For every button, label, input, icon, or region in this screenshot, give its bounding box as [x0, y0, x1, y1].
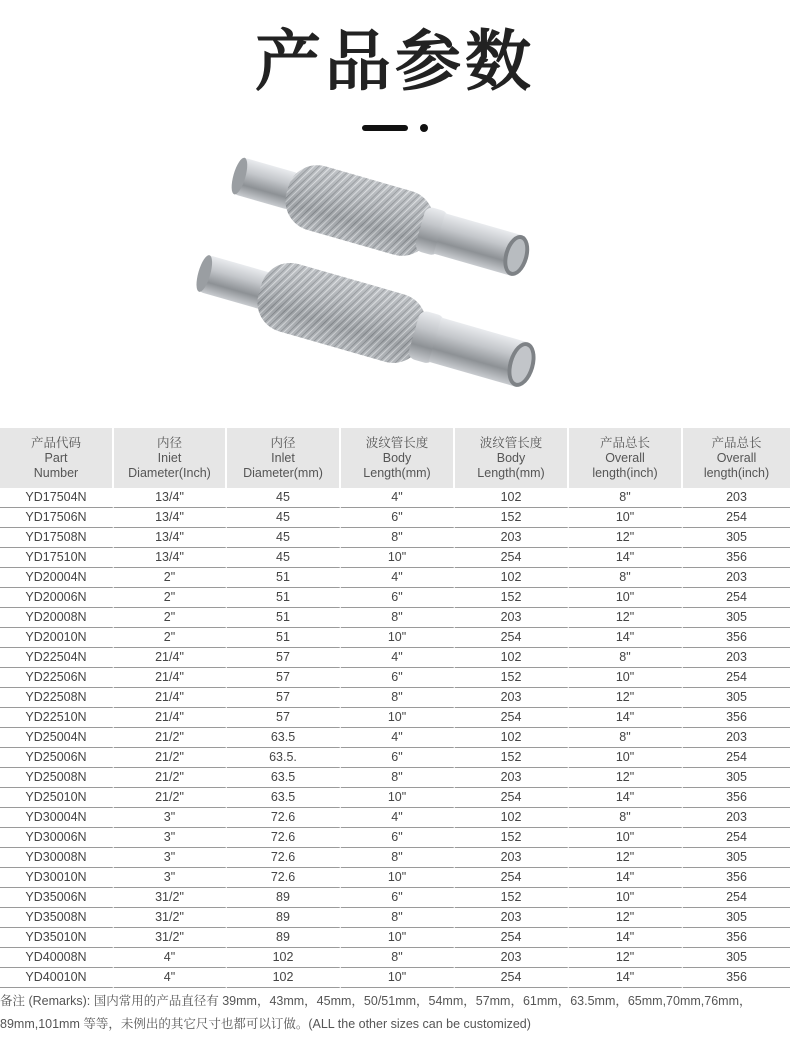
column-header-line: Overall — [605, 450, 645, 465]
table-cell: 8" — [569, 568, 683, 588]
table-row — [0, 548, 790, 568]
column-header — [0, 428, 114, 488]
table-cell: 203 — [455, 608, 569, 628]
table-cell: 10" — [341, 628, 455, 648]
table-cell: 356 — [683, 628, 790, 648]
table-cell: 254 — [455, 868, 569, 888]
table-cell: 10" — [341, 868, 455, 888]
table-cell: 203 — [683, 568, 790, 588]
table-cell: 57 — [227, 668, 341, 688]
table-cell: 2" — [114, 608, 227, 628]
table-cell: 254 — [683, 588, 790, 608]
table-cell: 51 — [227, 568, 341, 588]
table-cell: 45 — [227, 508, 341, 528]
table-cell: 14" — [569, 548, 683, 568]
table-cell: 254 — [455, 928, 569, 948]
table-cell: YD30008N — [0, 848, 114, 868]
table-cell: 203 — [455, 908, 569, 928]
table-cell: YD25006N — [0, 748, 114, 768]
table-cell: 8" — [569, 728, 683, 748]
table-cell: 4" — [341, 568, 455, 588]
table-cell: 152 — [455, 668, 569, 688]
table-cell: 152 — [455, 888, 569, 908]
table-cell: 254 — [455, 708, 569, 728]
table-cell: 10" — [569, 588, 683, 608]
table-body — [0, 488, 790, 988]
spec-table — [0, 428, 790, 988]
table-cell: 10" — [569, 828, 683, 848]
table-cell: 10" — [569, 508, 683, 528]
table-cell: 203 — [455, 848, 569, 868]
table-cell: YD35010N — [0, 928, 114, 948]
table-cell: 72.6 — [227, 848, 341, 868]
table-cell: 63.5 — [227, 788, 341, 808]
table-cell: 10" — [341, 548, 455, 568]
table-row — [0, 668, 790, 688]
table-row — [0, 788, 790, 808]
table-cell: 14" — [569, 788, 683, 808]
table-cell: 45 — [227, 528, 341, 548]
table-cell: YD35006N — [0, 888, 114, 908]
table-cell: 356 — [683, 708, 790, 728]
table-cell: YD22510N — [0, 708, 114, 728]
table-cell: 51 — [227, 628, 341, 648]
table-cell: 14" — [569, 968, 683, 988]
table-cell: 254 — [683, 828, 790, 848]
table-cell: 305 — [683, 688, 790, 708]
table-cell: YD17504N — [0, 488, 114, 508]
table-cell: 254 — [455, 968, 569, 988]
table-row — [0, 488, 790, 508]
table-cell: 14" — [569, 928, 683, 948]
table-cell: 57 — [227, 708, 341, 728]
table-cell: 21/4" — [114, 668, 227, 688]
table-cell: YD40008N — [0, 948, 114, 968]
table-cell: 305 — [683, 608, 790, 628]
table-cell: 3" — [114, 808, 227, 828]
table-cell: 356 — [683, 788, 790, 808]
table-cell: 305 — [683, 768, 790, 788]
table-cell: 14" — [569, 628, 683, 648]
table-cell: 12" — [569, 848, 683, 868]
table-row — [0, 808, 790, 828]
table-row — [0, 628, 790, 648]
table-cell: 10" — [341, 708, 455, 728]
table-cell: 8" — [341, 908, 455, 928]
table-cell: 21/2" — [114, 728, 227, 748]
table-cell: YD35008N — [0, 908, 114, 928]
table-cell: 4" — [341, 488, 455, 508]
table-cell: 356 — [683, 548, 790, 568]
table-cell: 13/4" — [114, 528, 227, 548]
table-cell: 203 — [455, 688, 569, 708]
table-cell: 8" — [341, 848, 455, 868]
column-header — [569, 428, 683, 488]
table-cell: 356 — [683, 968, 790, 988]
table-cell: 152 — [455, 828, 569, 848]
table-row — [0, 588, 790, 608]
table-cell: 203 — [455, 528, 569, 548]
table-cell: 254 — [683, 888, 790, 908]
table-cell: YD25004N — [0, 728, 114, 748]
table-cell: 4" — [341, 648, 455, 668]
table-cell: 8" — [341, 688, 455, 708]
column-header-line: Body — [496, 450, 526, 465]
table-cell: YD30004N — [0, 808, 114, 828]
table-cell: 102 — [455, 808, 569, 828]
column-header — [455, 428, 569, 488]
table-cell: 21/4" — [114, 648, 227, 668]
table-cell: 12" — [569, 768, 683, 788]
table-cell: 57 — [227, 688, 341, 708]
table-cell: 2" — [114, 568, 227, 588]
column-header-line: Diameter(Inch) — [128, 465, 211, 480]
table-cell: 102 — [455, 568, 569, 588]
table-cell: 12" — [569, 528, 683, 548]
table-cell: 89 — [227, 888, 341, 908]
table-cell: 13/4" — [114, 548, 227, 568]
table-cell: 8" — [569, 488, 683, 508]
table-cell: YD20006N — [0, 588, 114, 608]
table-cell: 14" — [569, 708, 683, 728]
table-cell: 12" — [569, 948, 683, 968]
column-header-line: Overall — [716, 450, 757, 465]
table-cell: 4" — [341, 728, 455, 748]
table-cell: 21/4" — [114, 708, 227, 728]
table-cell: 305 — [683, 908, 790, 928]
column-header-line: 波纹管长度 — [365, 435, 429, 450]
table-cell: 6" — [341, 888, 455, 908]
table-cell: YD25008N — [0, 768, 114, 788]
underline-dash — [362, 125, 408, 131]
title-underline-mark — [362, 123, 432, 133]
table-cell: 31/2" — [114, 928, 227, 948]
table-cell: 6" — [341, 748, 455, 768]
column-header-line: length(inch) — [703, 465, 770, 480]
table-cell: 2" — [114, 628, 227, 648]
table-cell: 21/2" — [114, 748, 227, 768]
table-cell: 8" — [569, 808, 683, 828]
table-cell: YD17506N — [0, 508, 114, 528]
table-row — [0, 688, 790, 708]
flex-pipe-image — [170, 150, 550, 420]
table-cell: 14" — [569, 868, 683, 888]
page-title: 产品参数 — [255, 23, 535, 100]
table-cell: 203 — [455, 768, 569, 788]
table-cell: 8" — [341, 948, 455, 968]
table-cell: 72.6 — [227, 828, 341, 848]
table-cell: 254 — [683, 508, 790, 528]
table-row — [0, 908, 790, 928]
table-cell: 8" — [569, 648, 683, 668]
table-row — [0, 728, 790, 748]
table-cell: 305 — [683, 848, 790, 868]
column-header-line: Body — [382, 450, 412, 465]
table-cell: 152 — [455, 588, 569, 608]
table-cell: YD40010N — [0, 968, 114, 988]
table-cell: 152 — [455, 508, 569, 528]
table-cell: YD17510N — [0, 548, 114, 568]
table-cell: 89 — [227, 908, 341, 928]
column-header — [227, 428, 341, 488]
column-header — [114, 428, 227, 488]
table-cell: YD20008N — [0, 608, 114, 628]
table-cell: 203 — [683, 488, 790, 508]
column-header-line: 内径 — [156, 435, 182, 450]
table-cell: 10" — [569, 748, 683, 768]
table-cell: 6" — [341, 828, 455, 848]
table-cell: 4" — [114, 948, 227, 968]
table-cell: 63.5. — [227, 748, 341, 768]
table-cell: 4" — [341, 808, 455, 828]
table-cell: 3" — [114, 868, 227, 888]
table-cell: 102 — [227, 948, 341, 968]
table-cell: 102 — [455, 488, 569, 508]
table-cell: YD20004N — [0, 568, 114, 588]
table-cell: 254 — [455, 628, 569, 648]
table-cell: 21/4" — [114, 688, 227, 708]
remarks — [0, 990, 790, 1036]
table-row — [0, 848, 790, 868]
table-cell: 356 — [683, 928, 790, 948]
table-cell: 203 — [683, 808, 790, 828]
table-row — [0, 888, 790, 908]
table-cell: 31/2" — [114, 908, 227, 928]
table-cell: 2" — [114, 588, 227, 608]
table-cell: 3" — [114, 828, 227, 848]
table-cell: YD25010N — [0, 788, 114, 808]
table-cell: 254 — [683, 668, 790, 688]
table-cell: 89 — [227, 928, 341, 948]
table-cell: 8" — [341, 528, 455, 548]
table-cell: 57 — [227, 648, 341, 668]
remarks-line-1: 备注 (Remarks): 国内常用的产品直径有 39mm，43mm，45mm，50/51mm，54mm，57mm，61mm，63.5mm，65mm,70mm,76mm， — [0, 994, 752, 1008]
table-row — [0, 828, 790, 848]
table-cell: 10" — [569, 668, 683, 688]
table-row — [0, 768, 790, 788]
table-row — [0, 928, 790, 948]
table-cell: 10" — [569, 888, 683, 908]
table-cell: YD22508N — [0, 688, 114, 708]
column-header-line: length(inch) — [592, 465, 658, 480]
table-cell: 12" — [569, 908, 683, 928]
table-cell: YD30010N — [0, 868, 114, 888]
table-cell: YD22506N — [0, 668, 114, 688]
column-header-line: Number — [33, 465, 79, 480]
table-cell: 3" — [114, 848, 227, 868]
table-cell: 102 — [227, 968, 341, 988]
table-cell: 12" — [569, 608, 683, 628]
table-cell: 13/4" — [114, 488, 227, 508]
table-cell: 203 — [455, 948, 569, 968]
table-header-row — [0, 428, 790, 488]
column-header-line: 波纹管长度 — [479, 435, 543, 450]
table-cell: 6" — [341, 508, 455, 528]
underline-dot — [420, 124, 428, 132]
column-header-line: Length(mm) — [477, 465, 545, 480]
table-cell: 356 — [683, 868, 790, 888]
table-cell: 51 — [227, 588, 341, 608]
table-cell: 10" — [341, 928, 455, 948]
column-header-line: 产品代码 — [30, 435, 81, 450]
table-cell: 6" — [341, 668, 455, 688]
table-cell: 45 — [227, 488, 341, 508]
column-header-line: 内径 — [270, 435, 296, 450]
table-cell: 31/2" — [114, 888, 227, 908]
table-row — [0, 608, 790, 628]
column-header-line: 产品总长 — [599, 435, 650, 450]
table-row — [0, 968, 790, 988]
column-header-line: Part — [44, 450, 68, 465]
table-cell: 8" — [341, 768, 455, 788]
table-cell: 152 — [455, 748, 569, 768]
table-cell: 51 — [227, 608, 341, 628]
table-cell: 254 — [455, 548, 569, 568]
column-header-line: 产品总长 — [711, 435, 762, 450]
table-cell: 72.6 — [227, 868, 341, 888]
table-cell: 45 — [227, 548, 341, 568]
table-row — [0, 948, 790, 968]
column-header-line: Iniet — [157, 450, 182, 465]
table-cell: 21/2" — [114, 768, 227, 788]
table-cell: YD17508N — [0, 528, 114, 548]
table-cell: 305 — [683, 528, 790, 548]
remarks-line-2: 89mm,101mm 等等，未例出的其它尺寸也都可以订做。(ALL the other sizes can be customized) — [0, 1017, 531, 1031]
table-cell: 254 — [683, 748, 790, 768]
table-cell: 203 — [683, 648, 790, 668]
table-cell: 254 — [455, 788, 569, 808]
table-cell: YD20010N — [0, 628, 114, 648]
table-row — [0, 528, 790, 548]
column-header — [341, 428, 455, 488]
table-cell: 6" — [341, 588, 455, 608]
table-cell: 10" — [341, 968, 455, 988]
table-cell: 305 — [683, 948, 790, 968]
table-row — [0, 508, 790, 528]
table-row — [0, 648, 790, 668]
table-row — [0, 708, 790, 728]
table-cell: YD22504N — [0, 648, 114, 668]
table-row — [0, 568, 790, 588]
table-row — [0, 748, 790, 768]
column-header-line: Length(mm) — [363, 465, 431, 480]
table-cell: 102 — [455, 648, 569, 668]
table-cell: 63.5 — [227, 728, 341, 748]
table-cell: 10" — [341, 788, 455, 808]
table-cell: YD30006N — [0, 828, 114, 848]
table-cell: 4" — [114, 968, 227, 988]
table-row — [0, 868, 790, 888]
table-cell: 203 — [683, 728, 790, 748]
table-cell: 8" — [341, 608, 455, 628]
table-cell: 63.5 — [227, 768, 341, 788]
table-cell: 72.6 — [227, 808, 341, 828]
table-cell: 102 — [455, 728, 569, 748]
column-header-line: Diameter(mm) — [243, 465, 323, 480]
table-cell: 21/2" — [114, 788, 227, 808]
column-header-line: Inlet — [271, 450, 295, 465]
table-cell: 13/4" — [114, 508, 227, 528]
column-header — [683, 428, 790, 488]
table-cell: 12" — [569, 688, 683, 708]
